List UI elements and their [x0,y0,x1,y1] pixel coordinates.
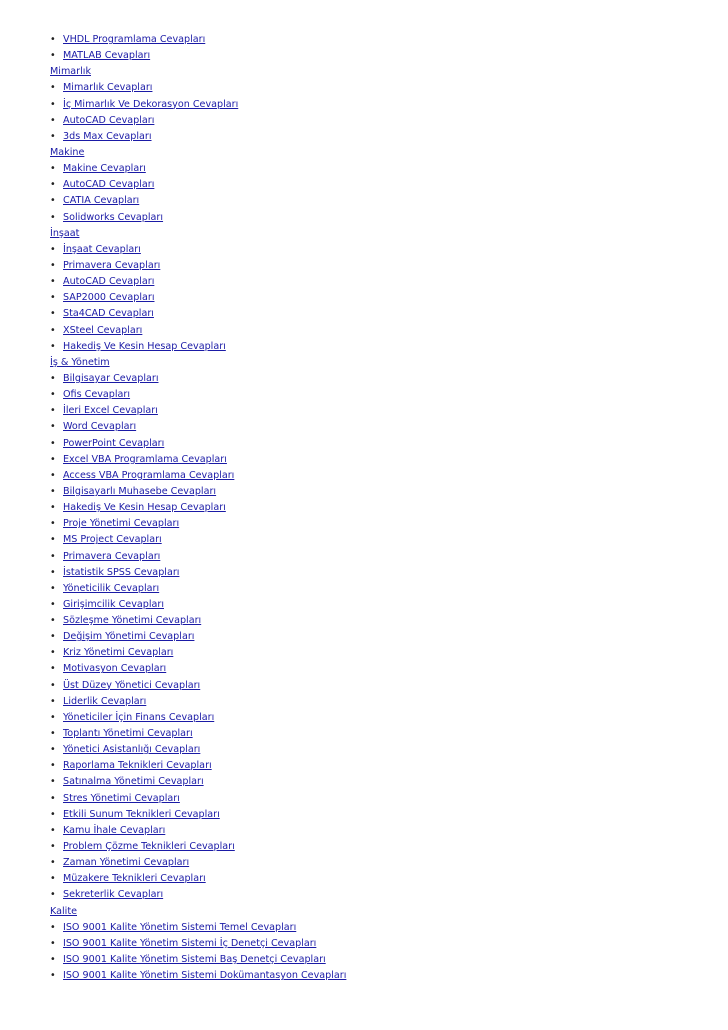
link-sozlesme-yonetimi-cevaplari[interactable]: Sözleşme Yönetimi Cevapları [63,615,202,627]
bullet-icon: • [50,405,56,417]
bullet-icon: • [50,308,56,320]
link-kamu-i-hale-cevaplari[interactable]: Kamu İhale Cevapları [63,824,166,836]
bullet-icon: • [50,502,56,514]
bullet-icon: • [50,744,56,756]
bullet-icon: • [50,98,56,110]
list-item [50,161,710,177]
link-i-nsaat-cevaplari[interactable]: İnşaat Cevapları [63,243,141,255]
list-item [50,710,710,726]
list-item [50,113,710,129]
list-item [50,565,710,581]
bullet-icon: • [50,695,56,707]
bullet-icon: • [50,534,56,546]
list-item [50,97,710,113]
bullet-icon: • [50,760,56,772]
bullet-icon: • [50,276,56,288]
list-item [50,807,710,823]
section-heading-kalite[interactable]: Kalite [50,905,77,917]
link-i-statistik-spss-cevaplari[interactable]: İstatistik SPSS Cevapları [63,566,180,578]
list-item [50,839,710,855]
link-catia-cevaplari[interactable]: CATIA Cevapları [63,195,140,207]
link-i-leri-excel-cevaplari[interactable]: İleri Excel Cevapları [63,405,158,417]
bullet-icon: • [50,372,56,384]
list-item [50,920,710,936]
list-item [50,80,710,96]
link-yonetici-asistanligi-cevaplari[interactable]: Yönetici Asistanlığı Cevapları [63,744,201,756]
link-zaman-yonetimi-cevaplari[interactable]: Zaman Yönetimi Cevapları [63,857,190,869]
bullet-icon: • [50,82,56,94]
link-excel-vba-programlama-cevaplari[interactable]: Excel VBA Programlama Cevapları [63,453,227,465]
list-item [50,597,710,613]
list-item [50,694,710,710]
link-kriz-yonetimi-cevaplari[interactable]: Kriz Yönetimi Cevapları [63,647,174,659]
bullet-icon: • [50,179,56,191]
link-satinalma-yonetimi-cevaplari[interactable]: Satınalma Yönetimi Cevapları [63,776,204,788]
link-sta4cad-cevaplari[interactable]: Sta4CAD Cevapları [63,308,154,320]
bullet-icon: • [50,566,56,578]
link-hakedis-ve-kesin-hesap-cevaplari[interactable]: Hakediş Ve Kesin Hesap Cevapları [63,502,226,514]
bullet-icon: • [50,728,56,740]
bullet-icon: • [50,130,56,142]
list-item [50,258,710,274]
list-item [50,177,710,193]
bullet-icon: • [50,582,56,594]
list-item [50,855,710,871]
link-powerpoint-cevaplari[interactable]: PowerPoint Cevapları [63,437,165,449]
bullet-icon: • [50,954,56,966]
list-item [50,210,710,226]
bullet-icon: • [50,663,56,675]
link-liderlik-cevaplari[interactable]: Liderlik Cevapları [63,695,147,707]
link-etkili-sunum-teknikleri-cevaplari[interactable]: Etkili Sunum Teknikleri Cevapları [63,808,220,820]
list-item [50,774,710,790]
list-item [50,516,710,532]
link-autocad-cevaplari[interactable]: AutoCAD Cevapları [63,114,155,126]
bullet-icon: • [50,711,56,723]
list-item [50,500,710,516]
link-sekreterlik-cevaplari[interactable]: Sekreterlik Cevapları [63,889,164,901]
link-muzakere-teknikleri-cevaplari[interactable]: Müzakere Teknikleri Cevapları [63,873,206,885]
bullet-icon: • [50,163,56,175]
bullet-icon: • [50,615,56,627]
link-iso-9001-kalite-yonetim-sistemi-temel-cevaplari[interactable]: ISO 9001 Kalite Yönetim Sistemi Temel Cevapları [63,921,297,933]
bullet-icon: • [50,469,56,481]
bullet-icon: • [50,485,56,497]
bullet-icon: • [50,518,56,530]
bullet-icon: • [50,243,56,255]
link-degisim-yonetimi-cevaplari[interactable]: Değişim Yönetimi Cevapları [63,631,195,643]
bullet-icon: • [50,389,56,401]
bullet-icon: • [50,195,56,207]
list-item [50,339,710,355]
link-word-cevaplari[interactable]: Word Cevapları [63,421,137,433]
list-item [50,48,710,64]
bullet-icon: • [50,841,56,853]
bullet-icon: • [50,453,56,465]
bullet-icon: • [50,598,56,610]
list-item [50,661,710,677]
list-item [50,129,710,145]
bullet-icon: • [50,211,56,223]
list-item [50,549,710,565]
list-item [50,645,710,661]
section-heading-makine[interactable]: Makine [50,146,85,158]
list-item [50,532,710,548]
list-item [50,242,710,258]
list-item [50,32,710,48]
link-yoneticiler-i-cin-finans-cevaplari[interactable]: Yöneticiler İçin Finans Cevapları [63,711,215,723]
link-primavera-cevaplari[interactable]: Primavera Cevapları [63,259,161,271]
list-item [50,678,710,694]
list-item [50,968,710,984]
list-item [50,581,710,597]
link-toplanti-yonetimi-cevaplari[interactable]: Toplantı Yönetimi Cevapları [63,728,193,740]
list-item [50,823,710,839]
bullet-icon: • [50,50,56,62]
bullet-icon: • [50,34,56,45]
list-item [50,791,710,807]
link-iso-9001-kalite-yonetim-sistemi-bas-denetci-cevaplari[interactable]: ISO 9001 Kalite Yönetim Sistemi Baş Denetçi Cevapları [63,954,326,966]
link-yoneticilik-cevaplari[interactable]: Yöneticilik Cevapları [63,582,160,594]
list-item [50,436,710,452]
link-proje-yonetimi-cevaplari[interactable]: Proje Yönetimi Cevapları [63,518,180,530]
list-item [50,887,710,903]
document-body [50,32,710,984]
list-item [50,468,710,484]
link-motivasyon-cevaplari[interactable]: Motivasyon Cevapları [63,663,167,675]
link-stres-yonetimi-cevaplari[interactable]: Stres Yönetimi Cevapları [63,792,180,804]
section-heading-i-nsaat[interactable]: İnşaat [50,227,80,239]
bullet-icon: • [50,647,56,659]
list-item [50,290,710,306]
link-bilgisayarli-muhasebe-cevaplari[interactable]: Bilgisayarlı Muhasebe Cevapları [63,485,217,497]
list-item [50,387,710,403]
bullet-icon: • [50,970,56,982]
link-3ds-max-cevaplari[interactable]: 3ds Max Cevapları [63,130,152,142]
bullet-icon: • [50,792,56,804]
list-item [50,936,710,952]
list-item [50,758,710,774]
bullet-icon: • [50,937,56,949]
bullet-icon: • [50,824,56,836]
list-item [50,193,710,209]
list-item [50,403,710,419]
link-hakedis-ve-kesin-hesap-cevaplari[interactable]: Hakediş Ve Kesin Hesap Cevapları [63,340,226,352]
bullet-icon: • [50,340,56,352]
bullet-icon: • [50,631,56,643]
link-mimarlik-cevaplari[interactable]: Mimarlık Cevapları [63,82,153,94]
link-ms-project-cevaplari[interactable]: MS Project Cevapları [63,534,162,546]
list-item [50,613,710,629]
link-iso-9001-kalite-yonetim-sistemi-dokumantasyon-cevaplari[interactable]: ISO 9001 Kalite Yönetim Sistemi Dokümantasyon Cevapları [63,970,347,982]
bullet-icon: • [50,550,56,562]
list-item [50,726,710,742]
section-heading-mimarlik[interactable]: Mimarlık [50,66,91,78]
list-item [50,484,710,500]
link-access-vba-programlama-cevaplari[interactable]: Access VBA Programlama Cevapları [63,469,235,481]
section-heading-i-s-yonetim[interactable]: İş & Yönetim [50,356,110,368]
bullet-icon: • [50,808,56,820]
bullet-icon: • [50,857,56,869]
list-item [50,952,710,968]
list-item [50,629,710,645]
link-girisimcilik-cevaplari[interactable]: Girişimcilik Cevapları [63,598,164,610]
list-item [50,742,710,758]
bullet-icon: • [50,437,56,449]
link-bilgisayar-cevaplari[interactable]: Bilgisayar Cevapları [63,372,159,384]
bullet-icon: • [50,292,56,304]
link-vhdl-programlama-cevaplari[interactable]: VHDL Programlama Cevapları [63,34,206,45]
list-item [50,452,710,468]
list-item [50,419,710,435]
link-problem-cozme-teknikleri-cevaplari[interactable]: Problem Çözme Teknikleri Cevapları [63,841,235,853]
bullet-icon: • [50,776,56,788]
bullet-icon: • [50,889,56,901]
link-i-c-mimarlik-ve-dekorasyon-cevaplari[interactable]: İç Mimarlık Ve Dekorasyon Cevapları [63,98,239,110]
link-xsteel-cevaplari[interactable]: XSteel Cevapları [63,324,143,336]
bullet-icon: • [50,114,56,126]
link-autocad-cevaplari[interactable]: AutoCAD Cevapları [63,276,155,288]
bullet-icon: • [50,873,56,885]
link-makine-cevaplari[interactable]: Makine Cevapları [63,163,146,175]
bullet-icon: • [50,421,56,433]
bullet-icon: • [50,324,56,336]
bullet-icon: • [50,679,56,691]
link-solidworks-cevaplari[interactable]: Solidworks Cevapları [63,211,164,223]
list-item [50,371,710,387]
link-primavera-cevaplari[interactable]: Primavera Cevapları [63,550,161,562]
link-autocad-cevaplari[interactable]: AutoCAD Cevapları [63,179,155,191]
list-item [50,323,710,339]
link-matlab-cevaplari[interactable]: MATLAB Cevapları [63,50,151,62]
list-item [50,871,710,887]
link-iso-9001-kalite-yonetim-sistemi-i-c-denetci-cevaplari[interactable]: ISO 9001 Kalite Yönetim Sistemi İç Denetçi Cevapları [63,937,317,949]
link-raporlama-teknikleri-cevaplari[interactable]: Raporlama Teknikleri Cevapları [63,760,212,772]
bullet-icon: • [50,921,56,933]
bullet-icon: • [50,259,56,271]
list-item [50,274,710,290]
list-item [50,306,710,322]
link-ust-duzey-yonetici-cevaplari[interactable]: Üst Düzey Yönetici Cevapları [63,679,201,691]
link-ofis-cevaplari[interactable]: Ofis Cevapları [63,389,131,401]
link-sap2000-cevaplari[interactable]: SAP2000 Cevapları [63,292,155,304]
